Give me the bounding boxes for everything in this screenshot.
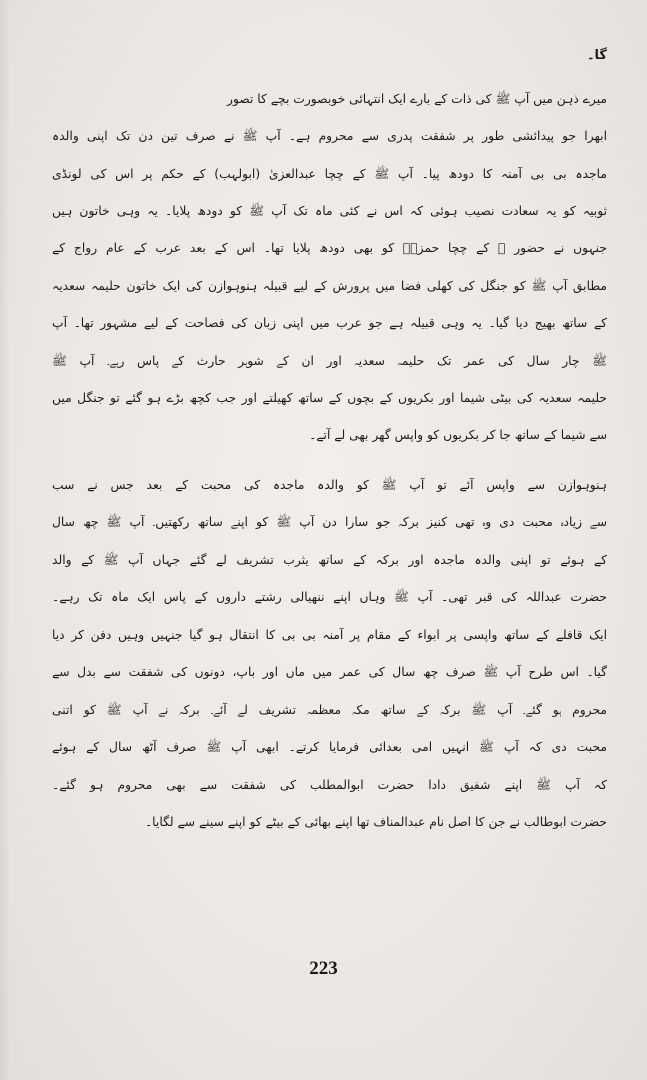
text-line-16: گیا۔ اس طرح آپ ﷺ صرف چھ سال کی عمر میں ماں اور باپ، دونوں کی شفقت سے بدل سے <box>52 665 607 679</box>
text-line-15: ایک قافلے کے ساتھ واپسی پر ابواء کے مقام پر آمنہ بی بی کا انتقال ہو گیا جنہیں وہیں دفن کر دیا <box>52 628 607 642</box>
text-line-8: ﷺ چار سال کی عمر تک حلیمہ سعدیہ اور ان کے شوہر حارث کے پاس رہے۔ آپ ﷺ <box>52 354 607 368</box>
text-line-11: ہنوہوازن سے واپس آئے تو آپ ﷺ کو والدہ ماجدہ کی محبت کے بعد جس نے سب <box>52 478 607 492</box>
text-line-5: جنہوں نے حضور ﷺ کے چچا حمزہؓ کو بھی دودھ پلایا تھا۔ اس کے بعد عرب کے عام رواج کے <box>52 241 607 255</box>
text-line-3: ماجدہ بی بی آمنہ کا دودھ پیا۔ آپ ﷺ کے چچا عبدالعزیٰ (ابولہب) کے حکم پر اس کی لونڈی <box>52 167 607 181</box>
text-line-4: ثوبیہ کو یہ سعادت نصیب ہوئی کہ اس نے کئی ماہ تک آپ ﷺ کو دودھ پلایا۔ یہ وہی خاتون ہیں <box>52 204 607 218</box>
text-line-13: کے ہوئے تو اپنی والدہ ماجدہ اور برکہ کے ساتھ یثرب تشریف لے گئے جہاں آپ ﷺ کے والد <box>52 553 607 567</box>
text-line-18: محبت دی کہ آپ ﷺ انہیں امی بعدائی فرمایا کرتے۔ ابھی آپ ﷺ صرف آٹھ سال کے ہوئے <box>52 740 607 754</box>
page-header-continuation: گا۔ <box>586 48 607 63</box>
text-line-20: حضرت ابوطالب نے جن کا اصل نام عبدالمناف تھا اپنے بھائی کے بیٹے کو اپنے سینے سے لگایا۔ <box>144 815 607 829</box>
text-line-12: سے زیادہ محبت دی وہ تھی کنیز برکہ جو سارا دن آپ ﷺ کو اپنے ساتھ رکھتیں۔ آپ ﷺ چھ سال <box>52 515 607 529</box>
text-line-17: محروم ہو گئے۔ آپ ﷺ برکہ کے ساتھ مکہ معظمہ تشریف لے آئے۔ برکہ نے آپ ﷺ کو اتنی <box>52 703 607 717</box>
text-line-2: ابھرا جو پیدائشی طور پر شفقت پدری سے محروم ہے۔ آپ ﷺ نے صرف تین دن تک اپنی والدہ <box>52 129 607 143</box>
page-number: 223 <box>309 958 338 979</box>
text-line-9: حلیمہ سعدیہ کی بیٹی شیما اور بکریوں کے بچوں کے ساتھ کھیلتے اور جب کچھ بڑے ہو گئے تو جنگل میں <box>52 391 607 405</box>
text-line-10: سے شیما کے ساتھ جا کر بکریوں کو واپس گھر بھی لے آتے۔ <box>309 428 607 442</box>
text-line-19: کہ آپ ﷺ اپنے شفیق دادا حضرت ابوالمطلب کی شفقت سے بھی محروم ہو گئے۔ <box>52 778 607 792</box>
text-line-14: حضرت عبداللہ کی قبر تھی۔ آپ ﷺ وہاں اپنے ننھیالی رشتے داروں کے پاس ایک ماہ تک رہے۔ <box>52 590 607 604</box>
page-edge-shadow <box>0 0 10 1080</box>
text-line-6: مطابق آپ ﷺ کو جنگل کی کھلی فضا میں پرورش کے لیے قبیلہ ہنوہوازن کی ایک خاتون حلیمہ سعدیہ <box>52 279 607 293</box>
text-line-7: کے ساتھ بھیج دیا گیا۔ یہ وہی قبیلہ ہے جو عرب میں اپنی زبان کی فصاحت کے لیے مشہور تھا۔ آپ <box>52 316 607 330</box>
text-line-1: میرے ذہن میں آپ ﷺ کی ذات کے بارے ایک انتہائی خوبصورت بچے کا تصور <box>227 92 607 106</box>
